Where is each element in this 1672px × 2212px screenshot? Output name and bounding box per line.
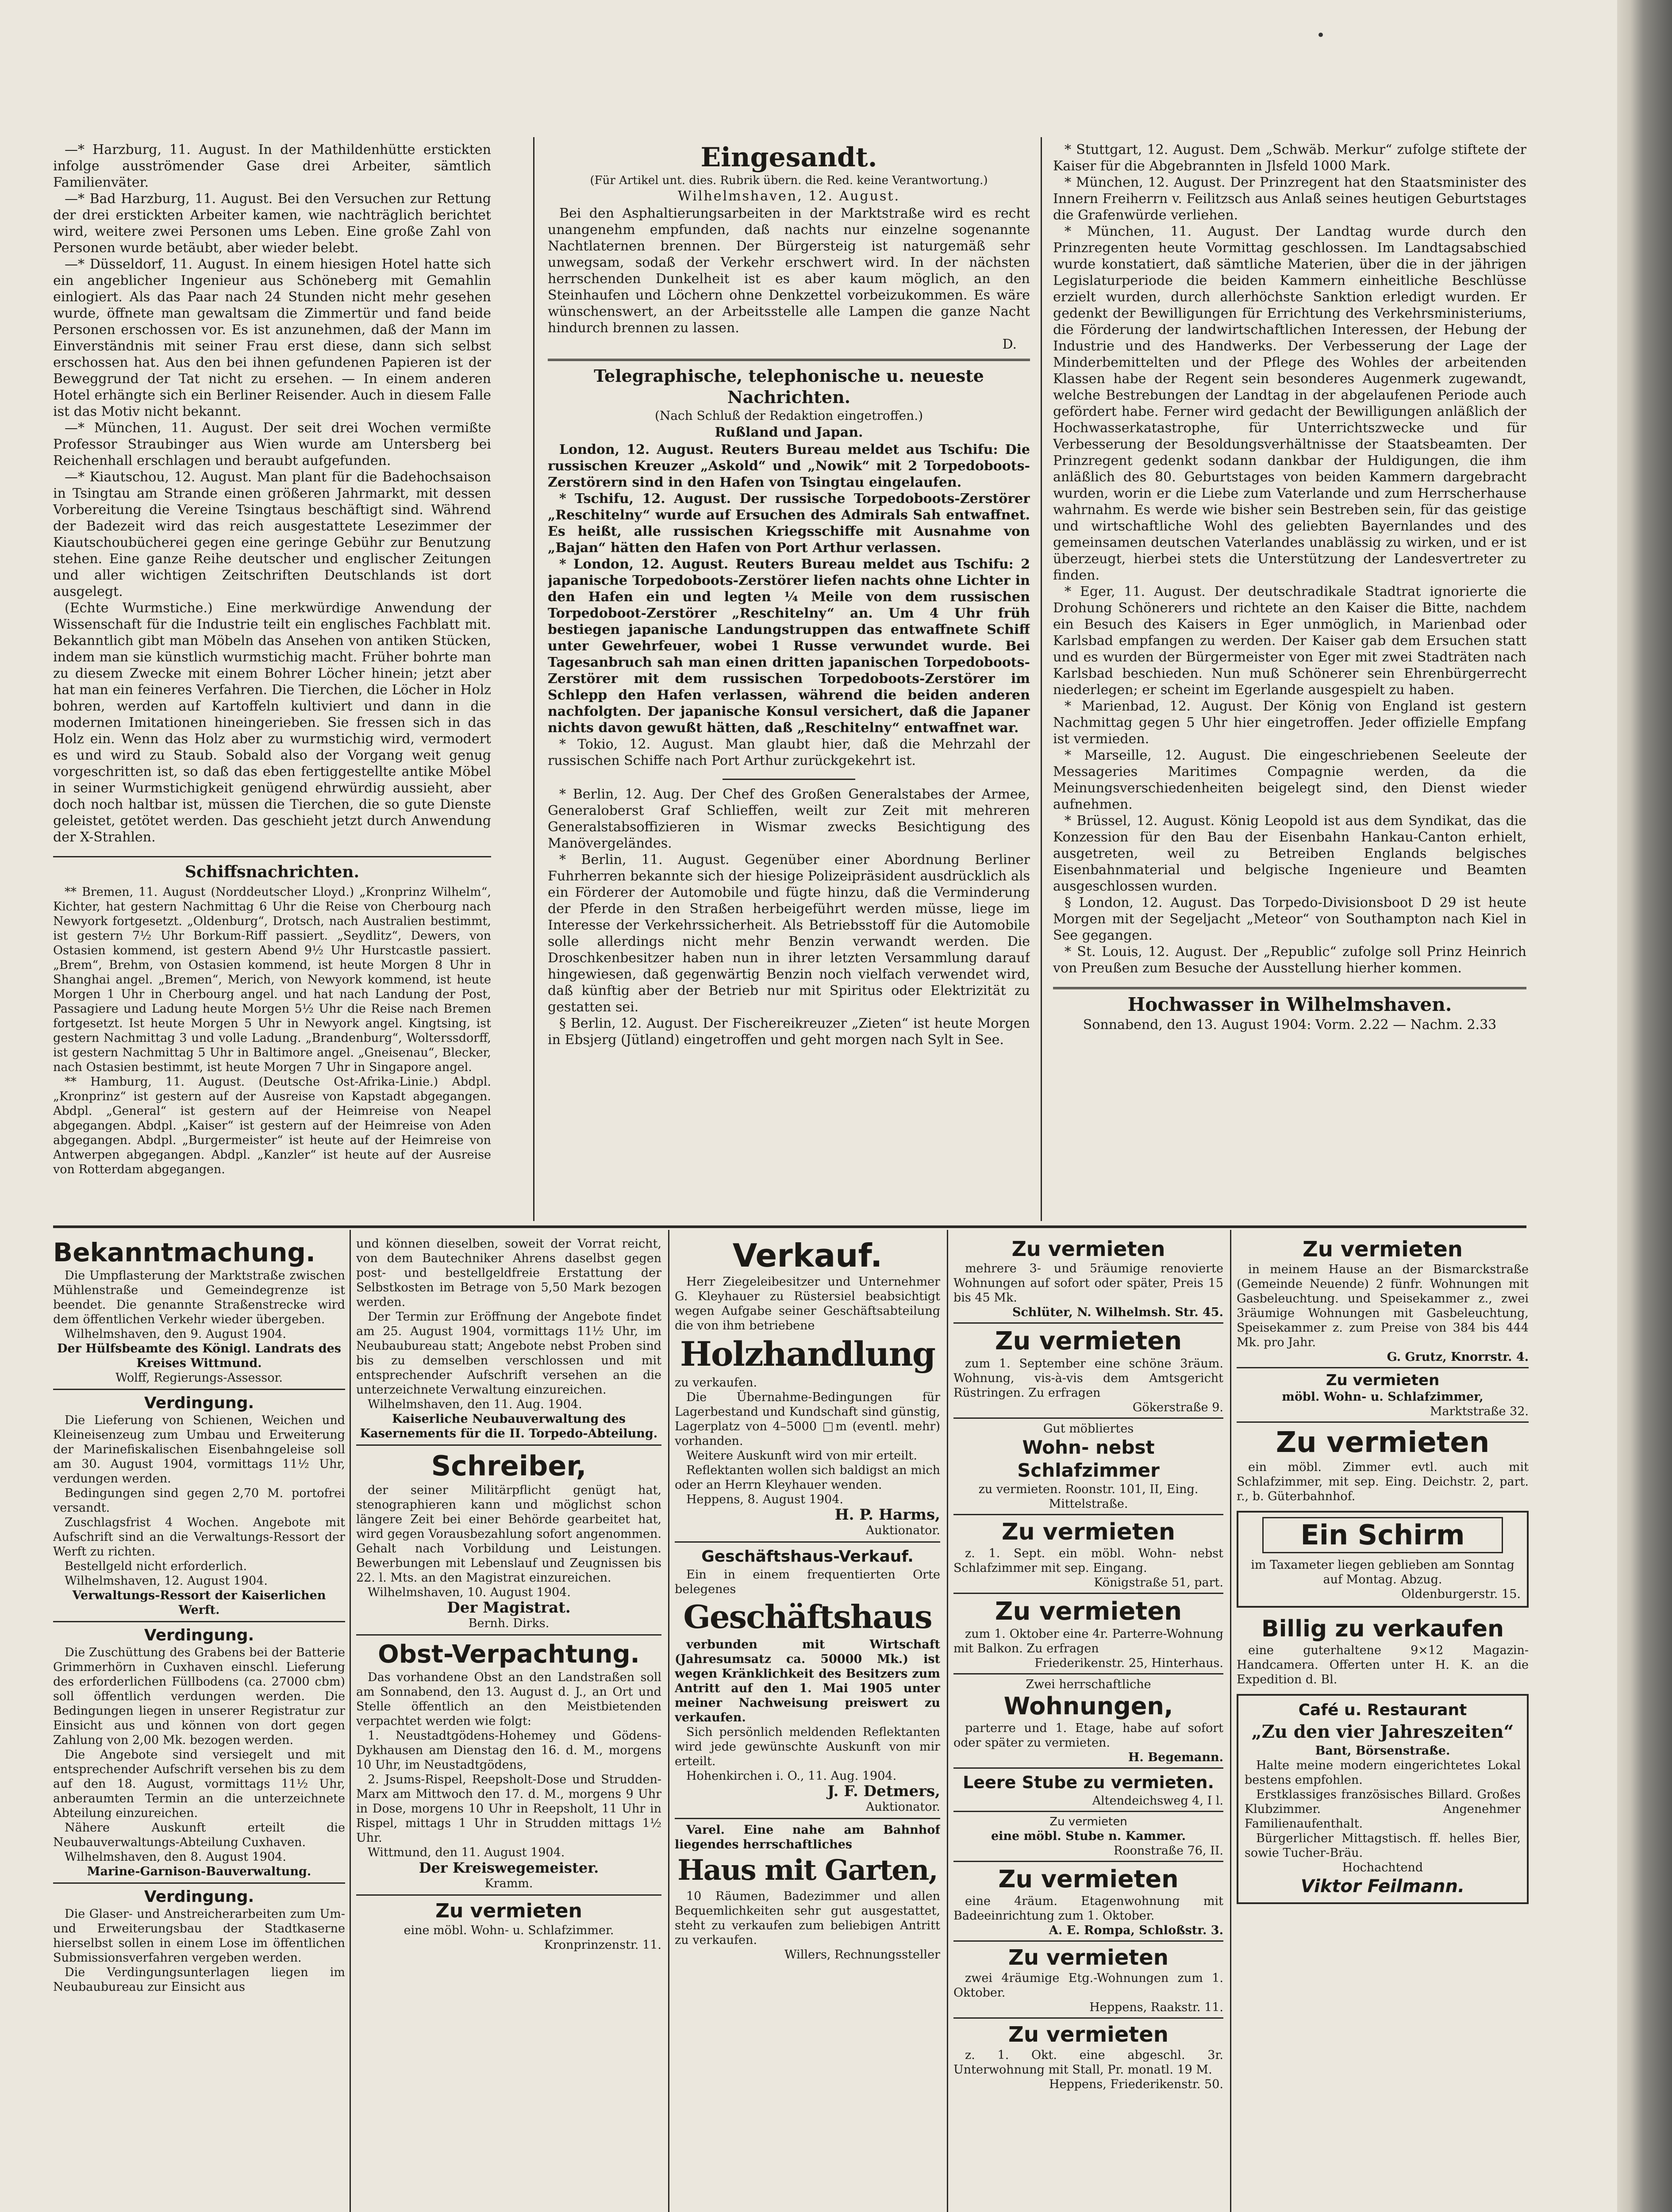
ad-text: Die Zuschüttung des Grabens bei der Batterie Grimmerhörn in Cuxhaven einschl. Lieferung des erforderlichen Füllbodens (ca. 27000 cbm) soll öffentlich verdungen werden. Die Bedingungen liegen in unserer Registratur zur Einsicht aus und können von dort gegen Zahlung von 2,00 Mk. bezogen werden.: [53, 1646, 345, 1747]
ad-signature: A. E. Rompa, Schloßstr. 3.: [1049, 1924, 1223, 1937]
verkauf-title: Verkauf.: [732, 1237, 883, 1274]
ad-role: Auktionator.: [865, 1524, 940, 1537]
ad-pretitle: Gut möbliertes: [1043, 1422, 1134, 1436]
telegraph-item: * Tschifu, 12. August. Der russische Torpedoboots-Zerstörer „Reschitelny“ wurde auf Ersuchen des Admirals Sah entwaffnet. Es heißt, alle russischen Kriegsschiffe mit Ausnahme von „Bajan“ hätten den Hafen von Port Arthur verlassen.: [548, 491, 1030, 556]
news-item: § Berlin, 12. August. Der Fischereikreuzer „Zieten“ ist heute Morgen in Ebsjerg (Jütland) eingetroffen und geht morgen nach Sylt in See.: [548, 1016, 1030, 1048]
ad-greeting: Hochachtend: [1342, 1861, 1423, 1874]
verdingung-title: Verdingung.: [144, 1394, 254, 1412]
ad-address: Gökerstraße 9.: [1132, 1401, 1223, 1414]
ad-address: Kronprinzenstr. 11.: [544, 1938, 661, 1952]
column-rule: [668, 1230, 669, 2212]
cafe-name: „Zu den vier Jahreszeiten“: [1251, 1721, 1514, 1742]
geschaeftshaus-title: Geschäftshaus: [683, 1598, 932, 1636]
ad-text: eine möbl. Stube n. Kammer.: [991, 1829, 1186, 1843]
ship-news-heading: Schiffsnachrichten.: [184, 863, 360, 881]
ad-address: Oldenburgerstr. 15.: [1401, 1587, 1521, 1601]
column-rule: [1041, 137, 1042, 1221]
ad-text: z. 1. Okt. eine abgeschl. 3r. Unterwohnung mit Stall, Pr. monatl. 19 M.: [953, 2048, 1223, 2077]
news-item: —* Harzburg, 11. August. In der Mathildenhütte erstickten infolge ausströmender Gase drei Arbeiter, sämtlich Familienväter.: [53, 142, 491, 190]
ad-date: Wittmund, den 11. August 1904.: [368, 1846, 565, 1859]
ad-text: Bedingungen sind gegen 2,70 M. portofrei versandt.: [53, 1486, 345, 1515]
cafe-title: Café u. Restaurant: [1298, 1701, 1467, 1719]
ad-text: Sich persönlich meldenden Reflektanten wird jede gewünschte Auskunft von mir erteilt.: [675, 1725, 940, 1768]
ad-text: zum 1. Oktober eine 4r. Parterre-Wohnung mit Balkon. Zu erfragen: [953, 1627, 1223, 1655]
telegraph-item: * London, 12. August. Reuters Bureau meldet aus Tschifu: 2 japanische Torpedoboots-Zerstörer liefen nachts ohne Lichter in den Hafen ein und legten ¼ Meile von dem russischen Torpedoboot-Zerstörer „Reschitelny“ an. Um 4 Uhr früh bestiegen japanische Landungstruppen das entwaffnete Schiff unter Gewehrfeuer, wobei 1 Russe verwundet wurde. Bei Tagesanbruch sah man einen dritten japanischen Torpedoboots-Zerstörer mit dem russischen Torpedoboots-Zerstörer im Schlepp den Hafen verlassen, während die beiden anderen nachfolgten. Der japanische Konsul versichert, daß die Japaner nichts davon gewußt hätten, daß „Reschitelny“ entwaffnet war.: [548, 557, 1030, 736]
ad-text: Bestellgeld nicht erforderlich.: [65, 1559, 247, 1573]
ad-list-item: 2. Jsums-Rispel, Reepsholt-Dose und Strudden-Marx am Mittwoch den 17. d. M., morgens 9 Uhr in Dose, morgens 10 Uhr in Reepsholt, 11 Uhr in Rispel, mittags 1 Uhr in Strudden mittags 1½ Uhr.: [356, 1773, 661, 1845]
haus-mit-garten-title: Haus mit Garten,: [677, 1854, 938, 1887]
ad-list-item: 1. Neustadtgödens-Hohemey und Gödens-Dykhausen am Dienstag den 16. d. M., morgens 10 Uhr, im Neustadtgödens,: [356, 1729, 661, 1772]
column-rule: [947, 1230, 948, 2212]
eingesandt-signature: D.: [1002, 337, 1017, 352]
eingesandt-place: Wilhelmshaven, 12. August.: [677, 188, 900, 204]
ad-role: Auktionator.: [865, 1800, 940, 1814]
eingesandt-disclaimer: (Für Artikel unt. dies. Rubrik übern. die Red. keine Verantwortung.): [590, 174, 988, 187]
column-rule: [1230, 1230, 1231, 2212]
vermieten-title: Zu vermieten: [1011, 1237, 1165, 1261]
ad-text: Die Angebote sind versiegelt und mit entsprechender Aufschrift versehen bis zu dem auf den 18. August, vormittags 11½ Uhr, anberaumten Termin an die unterzeichnete Abteilung einzureichen.: [53, 1748, 345, 1820]
news-item: * Marienbad, 12. August. Der König von England ist gestern Nachmittag gegen 5 Uhr hier eingetroffen. Jeder offizielle Empfang ist vermieden.: [1053, 699, 1526, 747]
book-edge: [1617, 0, 1672, 2212]
news-column-1: [53, 142, 491, 1194]
ad-signature: H. P. Harms,: [834, 1506, 940, 1524]
news-item: * St. Louis, 12. August. Der „Republic“ zufolge soll Prinz Heinrich von Preußen zum Besuche der Ausstellung hierher kommen.: [1053, 944, 1526, 976]
ad-text: Erstklassiges französisches Billard. Großes Klubzimmer. Angenehmer Familienaufenthalt.: [1245, 1788, 1521, 1831]
obst-title: Obst-Verpachtung.: [378, 1640, 640, 1669]
ads-column-4: [953, 1237, 1223, 2212]
ad-text: ein möbl. Zimmer evtl. auch mit Schlafzimmer, mit sep. Eing. Deichstr. 2, part. r., b. Güterbahnhof.: [1237, 1460, 1529, 1503]
ad-address: Heppens, Raakstr. 11.: [1089, 2001, 1223, 2014]
tide-heading: Hochwasser in Wilhelmshaven.: [1127, 994, 1452, 1015]
ad-text: der seiner Militärpflicht genügt hat, stenographieren kann und möglichst schon längere Zeit bei einer Behörde gearbeitet hat, wird gegen Vorausbezahlung sofort angenommen. Gehalt nach Vorbildung und Leistungen. Bewerbungen mit Lebenslauf und Zeugnissen bis 22. l. Mts. an den Magistrat einzureichen.: [356, 1483, 661, 1585]
news-item: —* Bad Harzburg, 11. August. Bei den Versuchen zur Rettung der drei erstickten Arbeiter kamen, wie nachträglich berichtet wird, weitere zwei Personen ums Leben. Eine große Zahl von Personen wurde betäubt, aber wieder belebt.: [53, 191, 491, 256]
verdingung-title: Verdingung.: [144, 1888, 254, 1906]
ad-text: eine guterhaltene 9×12 Magazin-Handcamera. Offerten unter H. K. an die Expedition d. Bl.: [1237, 1644, 1529, 1686]
vermieten-title: Zu vermieten: [1008, 1945, 1168, 1970]
news-item: * Marseille, 12. August. Die eingeschriebenen Seeleute der Messageries Maritimes Compagnie werden, da die Meinungsverschiedenheiten beigelegt sind, den Dienst wieder aufnehmen.: [1053, 748, 1526, 812]
ad-text: Die Verdingungsunterlagen liegen im Neubaubureau zur Einsicht aus: [53, 1966, 345, 1994]
ad-date: Wilhelmshaven, 10. August 1904.: [368, 1586, 571, 1599]
news-item: * Berlin, 12. Aug. Der Chef des Großen Generalstabes der Armee, Generaloberst Graf Schlieffen, weilt zur Zeit mit mehreren Generalstabsoffizieren in Wismar zwecks Besichtigung des Manövergeländes.: [548, 787, 1030, 851]
ad-text: parterre und 1. Etage, habe auf sofort oder später zu vermieten.: [953, 1721, 1223, 1750]
column-rule: [350, 1230, 351, 2212]
ad-text: Herr Ziegeleibesitzer und Unternehmer G. Kleyhauer zu Rüstersiel beabsichtigt wegen Aufgabe seiner Geschäftsabteilung die von ihm betriebene: [675, 1275, 940, 1333]
ad-text: zum 1. September eine schöne 3räum. Wohnung, vis-à-vis dem Amtsgericht Rüstringen. Zu erfragen: [953, 1357, 1223, 1400]
news-item: * Stuttgart, 12. August. Dem „Schwäb. Merkur“ zufolge stiftete der Kaiser für die Abgebrannten in Jlsfeld 1000 Mark.: [1053, 142, 1526, 174]
telegraph-heading: Telegraphische, telephonische u. neueste Nachrichten.: [594, 366, 984, 407]
ad-address: Königstraße 51, part.: [1094, 1576, 1223, 1590]
ad-signature: G. Grutz, Knorrstr. 4.: [1387, 1350, 1529, 1364]
ad-text: z. 1. Sept. ein möbl. Wohn- nebst Schlafzimmer mit sep. Eingang.: [953, 1547, 1223, 1575]
ad-text: zu vermieten. Roonstr. 101, II, Eing. Mittelstraße.: [978, 1482, 1199, 1511]
vermieten-title: Zu vermieten: [998, 1865, 1179, 1893]
ad-address: Roonstraße 76, II.: [1114, 1844, 1223, 1858]
ad-signature: Der Hülfsbeamte des Königl. Landrats des Kreises Wittmund.: [57, 1342, 341, 1370]
ad-signature: H. Begemann.: [1128, 1751, 1223, 1764]
vermieten-title: Zu vermieten: [995, 1597, 1182, 1626]
column-rule: [533, 137, 534, 1221]
news-item: * München, 12. August. Der Prinzregent hat den Staatsminister des Innern Freiherrn v. Feilitzsch aus Anlaß seines heutigen Geburtstages die Grafenwürde verliehen.: [1053, 175, 1526, 223]
news-item: —* Kiautschou, 12. August. Man plant für die Badehochsaison in Tsingtau am Strande einen größeren Jahrmarkt, mit dessen Vorbereitung die Vereine Tsingtaus beschäftigt sind. Während der Badezeit wird das reich ausgestattete Lesezimmer der Kiautschoubücherei gegen eine geringe Gebühr zur Benutzung stehen. Eine ganze Reihe deutscher und englischer Zeitungen und aller wichtigen Zeitschriften Deutschlands ist dort ausgelegt.: [53, 469, 491, 599]
eingesandt-text: Bei den Asphaltierungsarbeiten in der Marktstraße wird es recht unangenehm empfunden, daß nachts nur einzelne sogenannte Nachtlaternen brennen. Der Bürgersteig ist naturgemäß sehr unwegsam, sodaß der Verkehr erschwert wird. In der nächsten herrschenden Dunkelheit ist es aber kaum möglich, an den Steinhaufen und Löchern ohne Denkzettel vorbeizukommen. Es wäre wünschenswert, an der Arbeitsstelle alle Lampen die ganze Nacht hindurch brennen zu lassen.: [548, 206, 1030, 336]
ad-name: Kramm.: [484, 1877, 533, 1890]
ad-signature: Der Magistrat.: [447, 1599, 571, 1617]
news-item: (Echte Wurmstiche.) Eine merkwürdige Anwendung der Wissenschaft für die Industrie teilt ein englisches Fachblatt mit. Bekanntlich gibt man Möbeln das Ansehen von antiken Stücken, indem man sie künstlich wurmstichig macht. Früher bohrte man zu diesem Zwecke mit einem Bohrer Löcher hinein; jetzt aber hat man ein feineres Verfahren. Die Tierchen, die Löcher in Holz bohren, werden auf Kartoffeln kultiviert und dann in die modernen Imitationen hineingerieben. Sie fressen sich in das Holz ein. Wenn das Holz aber zu wurmstichig wird, vermodert es und wird zu Staub. Sobald also der Vorgang weit genug vorgeschritten ist, so daß das eben fertiggestellte antike Möbel in seiner Wurmstichigkeit genügend ehrwürdig aussieht, aber doch noch haltbar ist, müssen die Tierchen, die so gute Dienste geleistet, getötet werden. Das geschieht jetzt durch Anwendung der X-Strahlen.: [53, 600, 491, 845]
ad-text: Ein in einem frequentierten Orte belegenes: [675, 1568, 940, 1596]
news-item: * München, 11. August. Der Landtag wurde durch den Prinzregenten heute Vormittag geschlossen. Im Landtagsabschied wurde konstatiert, daß sämtliche Materien, über die in der jährigen Legislaturperiode die beiden Kammern einheitliche Beschlüsse erzielt wurden, durch allerhöchste Sanktion erledigt wurden. Er gedenkt der Bewilligungen für Errichtung des Verkehrsministeriums, die Förderung der landwirtschaftlichen Interessen, der Hebung der Industrie und des Handwerks. Der Verbesserung der Lage der Minderbemittelten und der Pflege des Wohles der arbeitenden Klassen habe der Regent sein besonderes Augenmerk zugewandt, welche Bestrebungen der Landtag in der abgelaufenen Periode auch gefördert habe. Ferner wird gedacht der Bewilligungen anläßlich der Hochwasserkatastrophe, für Unterrichtszwecke und für Verbesserung der Besoldungsverhältnisse der Staatsbeamten. Der Prinzregent gedenkt sodann dankbar der Huldigungen, die ihm anläßlich des 80. Geburtstages von beiden Kammern dargebracht wurden, worin er die Liebe zum Vaterlande und zum Herrscherhause wahrnahm. Es werde wie bisher sein Bestreben sein, für das geistige und wirtschaftliche Wohl des geliebten Bayernlandes und des gemeinsamen deutschen Vaterlandes unablässig zu wirken, und er ist überzeugt, hierbei stets die Unterstützung der Landesvertreter zu finden.: [1053, 224, 1526, 583]
ad-pretitle: Zwei herrschaftliche: [1026, 1678, 1151, 1691]
ads-column-1: [53, 1237, 345, 2212]
news-item: * Berlin, 11. August. Gegenüber einer Abordnung Berliner Fuhrherren bekannte sich der hiesige Polizeipräsident ausdrücklich als ein Förderer der Automobile und fügte hinzu, daß die Verminderung der Pferde in den Straßen herbeigeführt werden müsse, liege im Interesse der Verkehrssicherheit. Als Betriebsstoff für die Automobile solle allerdings nicht mehr Benzin verwandt werden. Die Droschkenbesitzer haben nun in ihrer letzten Versammlung darauf hingewiesen, daß gegenwärtig Benzin noch vielfach verwendet wird, daß künftig aber der Betrieb nur mit Spiritus oder Elektrizität zu gestatten sei.: [548, 852, 1030, 1015]
ad-text: und können dieselben, soweit der Vorrat reicht, von dem Bautechniker Ahrens daselbst gegen post- und bestellgeldfreie Erstattung der Selbstkosten im Betrage von 5,50 Mark bezogen werden.: [356, 1237, 661, 1309]
ad-address: Friederikenstr. 25, Hinterhaus.: [1034, 1656, 1223, 1670]
ad-text: möbl. Wohn- u. Schlafzimmer,: [1282, 1390, 1484, 1404]
leere-stube-title: Leere Stube zu vermieten.: [963, 1773, 1214, 1792]
ad-date: Wilhelmshaven, den 11. Aug. 1904.: [368, 1398, 582, 1411]
ad-text: eine 4räum. Etagenwohnung mit Badeeinrichtung zum 1. Oktober.: [953, 1894, 1223, 1923]
ad-text: eine möbl. Wohn- u. Schlafzimmer.: [404, 1924, 614, 1937]
ad-date: Wilhelmshaven, den 8. August 1904.: [65, 1850, 287, 1864]
eingesandt-heading: Eingesandt.: [700, 142, 877, 173]
ad-text: Varel. Eine nahe am Bahnhof liegendes herrschaftliches: [675, 1823, 940, 1851]
vermieten-title: Zu vermieten: [1276, 1426, 1490, 1459]
news-column-3: [1053, 142, 1526, 1221]
ads-column-3: [675, 1237, 940, 2212]
ad-address: Heppens, Friederikenstr. 50.: [1049, 2078, 1223, 2091]
vermieten-title: Zu vermieten: [1001, 1519, 1176, 1545]
ad-text: Zuschlagsfrist 4 Wochen. Angebote mit Aufschrift sind an die Verwaltungs-Ressort der Werft zu richten.: [53, 1516, 345, 1559]
vermieten-title: Zu vermieten: [1326, 1371, 1440, 1389]
telegraph-item: London, 12. August. Reuters Bureau meldet aus Tschifu: Die russischen Kreuzer „Askold“ und „Nowik“ mit 2 Torpedoboots-Zerstörern sind in den Hafen von Tsingtau eingelaufen.: [548, 442, 1030, 490]
vermieten-title: Zu vermieten: [435, 1900, 582, 1922]
wohnungen-title: Wohnungen,: [1003, 1692, 1173, 1720]
ad-signature: Verwaltungs-Ressort der Kaiserlichen Werft.: [72, 1589, 326, 1617]
page-mark: •: [1316, 27, 1326, 44]
ad-signature: Kaiserliche Neubauverwaltung des Kasernements für die II. Torpedo-Abteilung.: [360, 1412, 658, 1440]
wohn-schlafzimmer-title: Wohn- nebst Schlafzimmer: [1017, 1436, 1160, 1481]
telegraph-subheading: (Nach Schluß der Redaktion eingetroffen.): [654, 408, 923, 423]
ship-news-item: ** Bremen, 11. August (Norddeutscher Lloyd.) „Kronprinz Wilhelm“, Kichter, hat gestern Nachmittag 6 Uhr die Reise von Cherbourg nach Newyork fortgesetzt. „Oldenburg“, Drotsch, nach Australien bestimmt, ist gestern 7½ Uhr Borkum-Riff passiert. „Seydlitz“, Dewers, von Ostasien kommend, ist gestern Abend 9½ Uhr Hurstcastle passiert. „Brem“, Brehm, von Ostasien kommend, ist heute Morgen 8 Uhr in Shanghai angel. „Bremen“, Merich, von Newyork kommend, ist heute Morgen 1 Uhr in Cherbourg angel. und hat nach Landung der Post, Passagiere und Ladung heute Morgen 5½ Uhr die Reise nach Bremen fortgesetzt. Ist heute Morgen 5 Uhr in Newyork angel. Kingtsing, ist gestern Nachmittag 3 und volle Ladung. „Brandenburg“, Wolterssdorff, ist gestern Nachmittag 5 Uhr in Baltimore angel. „Gneisenau“, Blecker, nach Ostasien bestimmt, ist heute Morgen 7 Uhr in Singapore angel.: [53, 885, 491, 1074]
news-item: * Eger, 11. August. Der deutschradikale Stadtrat ignorierte die Drohung Schönerers und richtete an den Kaiser die Bitte, nachdem ein Besuch des Kaisers in Eger unmöglich, in Marienbad oder Karlsbad empfangen zu werden. Der Kaiser gab dem Ersuchen statt und es wurden der Bürgermeister von Eger mit zwei Stadträten nach Karlsbad beschieden. Nun muß Schönerer sein Ehrenbürgerrecht niederlegen; er scheint im Egerlande ausgespielt zu haben.: [1053, 584, 1526, 698]
telegraph-item: * Tokio, 12. August. Man glaubt hier, daß die Mehrzahl der russischen Schiffe nach Port Arthur zurückgekehrt ist.: [548, 737, 1030, 768]
ad-text: Die Umpflasterung der Marktstraße zwischen Mühlenstraße und Gemeindegrenze ist beendet. Die genannte Straßenstrecke wird dem öffentlichen Verkehr wieder übergeben.: [53, 1269, 345, 1326]
ad-date: Wilhelmshaven, den 9. August 1904.: [65, 1327, 287, 1341]
ad-text: Halte meine modern eingerichtetes Lokal bestens empfohlen.: [1245, 1759, 1521, 1787]
ad-text: Die Übernahme-Bedingungen für Lagerbestand und Kundschaft sind günstig, Lagerplatz von 4–5000 □m (eventl. mehr) vorhanden.: [675, 1390, 940, 1448]
ad-text: Bürgerlicher Mittagstisch. ff. helles Bier, sowie Tucher-Bräu.: [1245, 1832, 1521, 1860]
ad-address: Altendeichsweg 4, I l.: [1092, 1794, 1223, 1808]
ad-signature: Der Kreiswegemeister.: [419, 1859, 599, 1876]
ad-text: im Taxameter liegen geblieben am Sonntag auf Montag. Abzug.: [1251, 1558, 1514, 1586]
ad-address: Bant, Börsenstraße.: [1315, 1744, 1450, 1758]
ads-column-2: [356, 1237, 661, 2212]
news-item: § London, 12. August. Das Torpedo-Divisionsboot D 29 ist heute Morgen mit der Segeljacht „Meteor“ von Southampton nach Kiel in See gegangen.: [1053, 895, 1526, 943]
geschaeftshaus-verkauf-title: Geschäftshaus-Verkauf.: [701, 1548, 914, 1566]
telegraph-topic: Rußland und Japan.: [715, 425, 863, 440]
ad-text: Die Lieferung von Schienen, Weichen und Kleineisenzeug zum Umbau und Erweiterung der Marinefiskalischen Eisenbahngeleise soll am 30. August 1904, vormittags 11½ Uhr, verdungen werden.: [53, 1413, 345, 1486]
ad-signature: J. F. Detmers,: [827, 1782, 940, 1800]
ad-date: Heppens, 8. August 1904.: [686, 1493, 843, 1506]
ad-pretitle: Zu vermieten: [1049, 1815, 1127, 1828]
vermieten-title: Zu vermieten: [995, 1327, 1182, 1356]
billig-title: Billig zu verkaufen: [1261, 1616, 1504, 1642]
ad-text: mehrere 3- und 5räumige renovierte Wohnungen auf sofort oder später, Preis 15 bis 45 Mk.: [953, 1262, 1223, 1305]
ad-text: Der Termin zur Eröffnung der Angebote findet am 25. August 1904, vormittags 11½ Uhr, im Neubaubureau statt; Angebote nebst Proben sind bis zu demselben verschlossen und mit entsprechender Aufschrift versehen an die unterzeichnete Verwaltung einzureichen.: [356, 1310, 661, 1397]
ad-text: zwei 4räumige Etg.-Wohnungen zum 1. Oktober.: [953, 1971, 1223, 2000]
short-rule: [723, 779, 855, 780]
vermieten-title: Zu vermieten: [1303, 1237, 1463, 1262]
ad-text: verbunden mit Wirtschaft (Jahresumsatz ca. 50000 Mk.) ist wegen Kränklichkeit des Besitzers zum Antritt auf den 1. Mai 1905 unter meiner Nachweisung preiswert zu verkaufen.: [675, 1638, 940, 1724]
section-rule: [53, 1225, 1526, 1228]
ad-text: zu verkaufen.: [675, 1376, 757, 1390]
ad-text: Das vorhandene Obst an den Landstraßen soll am Sonnabend, den 13. August d. J., an Ort und Stelle öffentlich an den Meistbietenden verpachtet werden wie folgt:: [356, 1671, 661, 1728]
ad-signature: Schlüter, N. Wilhelmsh. Str. 45.: [1012, 1306, 1223, 1319]
verdingung-title: Verdingung.: [144, 1626, 254, 1644]
ad-text: in meinem Hause an der Bismarckstraße (Gemeinde Neuende) 2 fünfr. Wohnungen mit Gasbeleuchtung. und Speisekammer z., zwei 3räumige Wohnungen mit Gasbeleuchtung, Speisekammer z. zum Preise von 384 bis 444 Mk. pro Jahr.: [1237, 1263, 1529, 1349]
ad-date: Hohenkirchen i. O., 11. Aug. 1904.: [686, 1769, 897, 1783]
ad-text: Weitere Auskunft wird von mir erteilt.: [686, 1449, 917, 1463]
holzhandlung-title: Holzhandlung: [680, 1334, 935, 1374]
ship-news-item: ** Hamburg, 11. August. (Deutsche Ost-Afrika-Linie.) Abdpl. „Kronprinz“ ist gestern auf der Ausreise von Kapstadt abgegangen. Abdpl. „General“ ist gestern auf der Heimreise von Neapel abgegangen. Abdpl. „Kaiser“ ist gestern auf der Heimreise von Aden abgegangen. Abdpl. „Burgermeister“ ist heute auf der Heimreise von Antwerpen abgegangen. Abdpl. „Kanzler“ ist heute auf der Ausreise von Rotterdam abgegangen.: [53, 1075, 491, 1176]
cafe-ad-box: [1237, 1694, 1529, 1904]
news-item: * Brüssel, 12. August. König Leopold ist aus dem Syndikat, das die Konzession für den Bau der Eisenbahn Hankau-Canton erhielt, ausgetreten, weil zu Betreiben Englands belgisches Eisenbahnmaterial und belgische Ingenieure und Beamten ausgeschlossen wurden.: [1053, 813, 1526, 894]
ad-signature: Viktor Feilmann.: [1300, 1876, 1465, 1897]
ad-text: Reflektanten wollen sich baldigst an mich oder an Herrn Kleyhauer wenden.: [675, 1463, 940, 1492]
ad-date: Wilhelmshaven, 12. August 1904.: [65, 1574, 268, 1588]
ads-column-5: [1237, 1237, 1529, 2212]
ad-name: Wolff, Regierungs-Assessor.: [115, 1371, 283, 1385]
news-column-2: [548, 142, 1030, 1221]
ad-signature: Willers, Rechnungssteller: [784, 1948, 940, 1962]
ad-text: Nähere Auskunft erteilt die Neubauverwaltungs-Abteilung Cuxhaven.: [53, 1821, 345, 1849]
ad-address: Marktstraße 32.: [1430, 1405, 1529, 1418]
schirm-ad-box: [1237, 1511, 1529, 1608]
schirm-title: Ein Schirm: [1262, 1517, 1503, 1553]
schreiber-title: Schreiber,: [431, 1450, 587, 1482]
news-item: —* München, 11. August. Der seit drei Wochen vermißte Professor Straubinger aus Wien wurde am Untersberg bei Reichenhall erschlagen und beraubt aufgefunden.: [53, 420, 491, 469]
news-item: —* Düsseldorf, 11. August. In einem hiesigen Hotel hatte sich ein angeblicher Ingenieur aus Schöneberg mit Gemahlin einlogiert. Als das Paar nach 24 Stunden nicht mehr gesehen wurde, öffnete man gewaltsam die Zimmertür und fand beide Personen erschossen vor. Es ist anzunehmen, daß der Mann im Einverständnis mit seiner Frau erst diese, dann sich selbst erschossen hat. Aus den bei ihnen gefundenen Papieren ist der Beweggrund der Tat nicht zu ersehen. — In einem anderen Hotel erhängte sich ein Berliner Reisender. Auch in diesem Falle ist das Motiv nicht bekannt.: [53, 257, 491, 419]
vermieten-title: Zu vermieten: [1008, 2022, 1168, 2047]
ad-name: Bernh. Dirks.: [468, 1617, 550, 1630]
ad-signature: Marine-Garnison-Bauverwaltung.: [87, 1865, 311, 1878]
ad-text: Die Glaser- und Anstreicherarbeiten zum Um- und Erweiterungsbau der Stadtkaserne hierselbst sollen in einem Lose im öffentlichen Submissionsverfahren vergeben werden.: [53, 1907, 345, 1965]
bekanntmachung-title: Bekanntmachung.: [53, 1237, 315, 1267]
ad-text: 10 Räumen, Badezimmer und allen Bequemlichkeiten sehr gut ausgestattet, steht zu verkaufen zum beliebigen Antritt zu verkaufen.: [675, 1889, 940, 1947]
tide-line: Sonnabend, den 13. August 1904: Vorm. 2.22 — Nachm. 2.33: [1083, 1017, 1497, 1033]
